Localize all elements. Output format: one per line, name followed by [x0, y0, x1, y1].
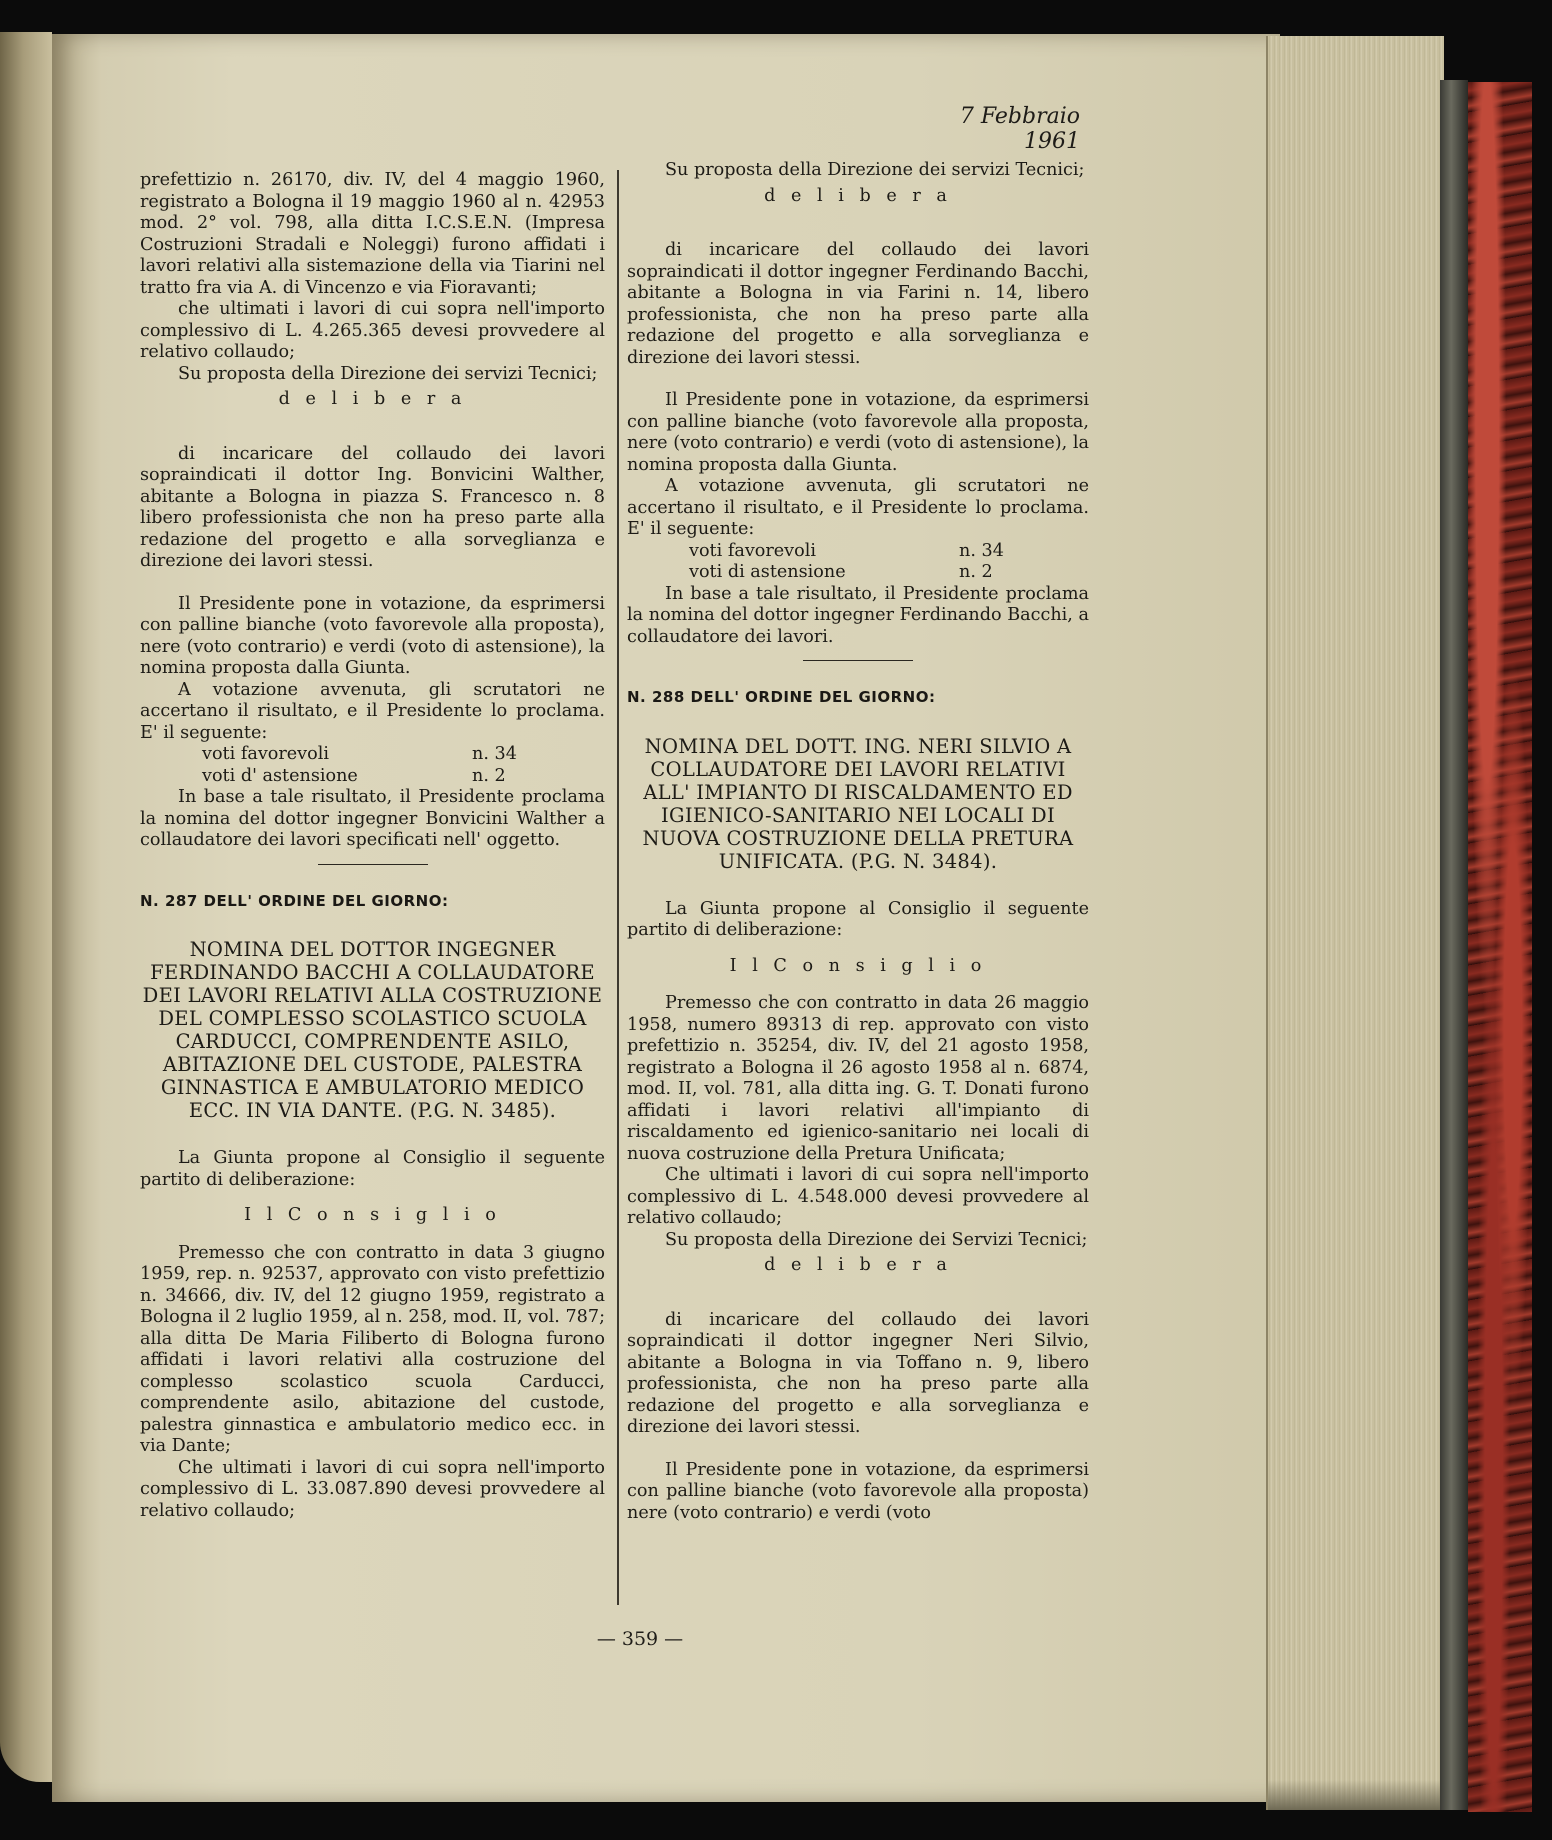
paragraph: Premesso che con contratto in data 3 giugno 1959, rep. n. 92537, approvato con visto prefettizio n. 34666, div. IV, del 12 giugno 1959, registrato a Bologna il 2 luglio 1959, al n. 258, mod. II, vol. 787; alla ditta De Maria Filiberto di Bologna furono affidati i lavori relativi alla costruzione del complesso scolastico scuola Carducci, comprendente asilo, abitazione del custode, palestra ginnastica e ambulatorio medico ecc. in via Dante; — [140, 1242, 605, 1456]
column-divider — [617, 170, 619, 1605]
left-page-edge — [0, 32, 52, 1782]
vote-value: n. 2 — [959, 562, 993, 582]
vote-label: voti favorevoli — [202, 744, 329, 764]
paragraph: di incaricare del collaudo dei lavori sopraindicati il dottor ingegner Neri Silvio, abitante a Bologna in via Toffano n. 9, libero professionista, che non ha preso parte alla redazione del progetto e alla sorveglianza e direzione dei lavori stessi. — [627, 1309, 1089, 1437]
vote-label: voti di astensione — [689, 562, 846, 582]
item-title: NOMINA DEL DOTTOR INGEGNER FERDINANDO BACCHI A COLLAUDATORE DEI LAVORI RELATIVI ALLA COSTRUZIONE DEL COMPLESSO SCOLASTICO SCUOLA CARDUCCI, COMPRENDENTE ASILO, ABITAZIONE DEL CUSTODE, PALESTRA GINNASTICA E AMBULATORIO MEDICO ECC. IN VIA DANTE. (P.G. N. 3485). — [142, 938, 603, 1122]
ordine-heading: N. 287 DELL' ORDINE DEL GIORNO: — [140, 891, 449, 910]
paragraph: che ultimati i lavori di cui sopra nell'importo complessivo di L. 4.265.365 devesi provvedere al relativo collaudo; — [140, 299, 605, 362]
consiglio-heading: I l C o n s i g l i o — [244, 1205, 501, 1225]
delibera-heading: d e l i b e r a — [764, 1255, 952, 1275]
paragraph: A votazione avvenuta, gli scrutatori ne accertano il risultato, e il Presidente lo proclama. E' il seguente: — [140, 679, 605, 743]
vote-value: n. 34 — [472, 744, 517, 764]
delibera-heading: d e l i b e r a — [278, 389, 467, 409]
vote-row — [140, 744, 605, 766]
vote-value: n. 34 — [959, 540, 1004, 561]
paragraph: Su proposta della Direzione dei servizi Tecnici; — [178, 363, 598, 384]
ordine-heading: N. 288 DELL' ORDINE DEL GIORNO: — [627, 688, 936, 706]
paragraph: A votazione avvenuta, gli scrutatori ne accertano il risultato, e il Presidente lo proclama. E' il seguente: — [627, 476, 1089, 539]
paragraph: Il Presidente pone in votazione, da esprimersi con palline bianche (voto favorevole alla proposta), nere (voto contrario) e verdi (voto di astensione), la nomina proposta dalla Giunta. — [140, 593, 605, 678]
left-column — [140, 170, 605, 1522]
right-column — [627, 160, 1089, 1524]
vote-row — [140, 766, 605, 788]
marbled-cover — [1468, 82, 1532, 1812]
section-rule — [803, 660, 913, 661]
paragraph: Premesso che con contratto in data 26 maggio 1958, numero 89313 di rep. approvato con visto prefettizio n. 35254, div. IV, del 21 agosto 1958, registrato a Bologna il 26 agosto 1958 al n. 6874, mod. II, vol. 781, alla ditta ing. G. T. Donati furono affidati i lavori relativi all'impianto di riscaldamento ed igienico-sanitario nei locali di nuova costruzione della Pretura Unificata; — [627, 993, 1089, 1164]
paragraph: Il Presidente pone in votazione, da esprimersi con palline bianche (voto favorevole alla proposta) nere (voto contrario) e verdi (voto — [627, 1459, 1089, 1523]
section-rule — [318, 864, 428, 865]
paragraph: Che ultimati i lavori di cui sopra nell'importo complessivo di L. 33.087.890 devesi provvedere al relativo collaudo; — [140, 1457, 605, 1521]
paragraph: Il Presidente pone in votazione, da esprimersi con palline bianche (voto favorevole alla proposta, nere (voto contrario) e verdi (voto di astensione), la nomina proposta dalla Giunta. — [627, 390, 1089, 475]
paragraph: Su proposta della Direzione dei Servizi Tecnici; — [665, 1229, 1088, 1250]
paragraph: Su proposta della Direzione dei servizi Tecnici; — [665, 160, 1085, 180]
consiglio-heading: I l C o n s i g l i o — [729, 955, 987, 976]
paragraph: In base a tale risultato, il Presidente proclama la nomina del dottor ingegner Ferdinando Bacchi, a collaudatore dei lavori. — [627, 583, 1089, 647]
paragraph: prefettizio n. 26170, div. IV, del 4 maggio 1960, registrato a Bologna il 19 maggio 1960 al n. 42953 mod. 2° vol. 798, alla ditta I.C.S.E.N. (Impresa Costruzioni Stradali e Noleggi) furono affidati i lavori relativi alla sistemazione della via Tiarini nel tratto fra via A. di Vincenzo e via Fioravanti; — [140, 170, 605, 298]
vote-row — [627, 541, 1089, 563]
item-title: NOMINA DEL DOTT. ING. NERI SILVIO A COLLAUDATORE DEI LAVORI RELATIVI ALL' IMPIANTO DI RISCALDAMENTO ED IGIENICO-SANITARIO NEI LOCALI DI NUOVA COSTRUZIONE DELLA PRETURA UNIFICATA. (P.G. N. 3484). — [642, 734, 1074, 873]
paragraph: In base a tale risultato, il Presidente proclama la nomina del dottor ingegner Bonvicini Walther a collaudatore dei lavori specificati nell' oggetto. — [140, 787, 605, 850]
page-block-edges — [1266, 36, 1444, 1810]
header-date: 7 Febbraio 1961 — [959, 104, 1080, 154]
paragraph: Che ultimati i lavori di cui sopra nell'importo complessivo di L. 4.548.000 devesi provvedere al relativo collaudo; — [627, 1165, 1089, 1228]
paragraph: di incaricare del collaudo dei lavori sopraindicati il dottor ingegner Ferdinando Bacchi, abitante a Bologna in via Farini n. 14, libero professionista, che non ha preso parte alla redazione del progetto e alla sorveglianza e direzione dei lavori stessi. — [627, 240, 1089, 368]
vote-label: voti favorevoli — [689, 540, 816, 561]
paragraph: di incaricare del collaudo dei lavori sopraindicati il dottor Ing. Bonvicini Walther, abitante a Bologna in piazza S. Francesco n. 8 libero professionista che non ha preso parte alla redazione del progetto e alla sorveglianza e direzione dei lavori stessi. — [140, 443, 605, 571]
vote-row — [627, 562, 1089, 584]
paragraph: La Giunta propone al Consiglio il seguente partito di deliberazione: — [140, 1148, 605, 1190]
page-number: — 359 — — [596, 1628, 684, 1650]
delibera-heading: d e l i b e r a — [764, 185, 952, 206]
vote-value: n. 2 — [472, 765, 506, 786]
paragraph: La Giunta propone al Consiglio il seguente partito di deliberazione: — [627, 898, 1089, 940]
vote-label: voti d' astensione — [202, 765, 358, 786]
cover-edge — [1440, 80, 1468, 1810]
